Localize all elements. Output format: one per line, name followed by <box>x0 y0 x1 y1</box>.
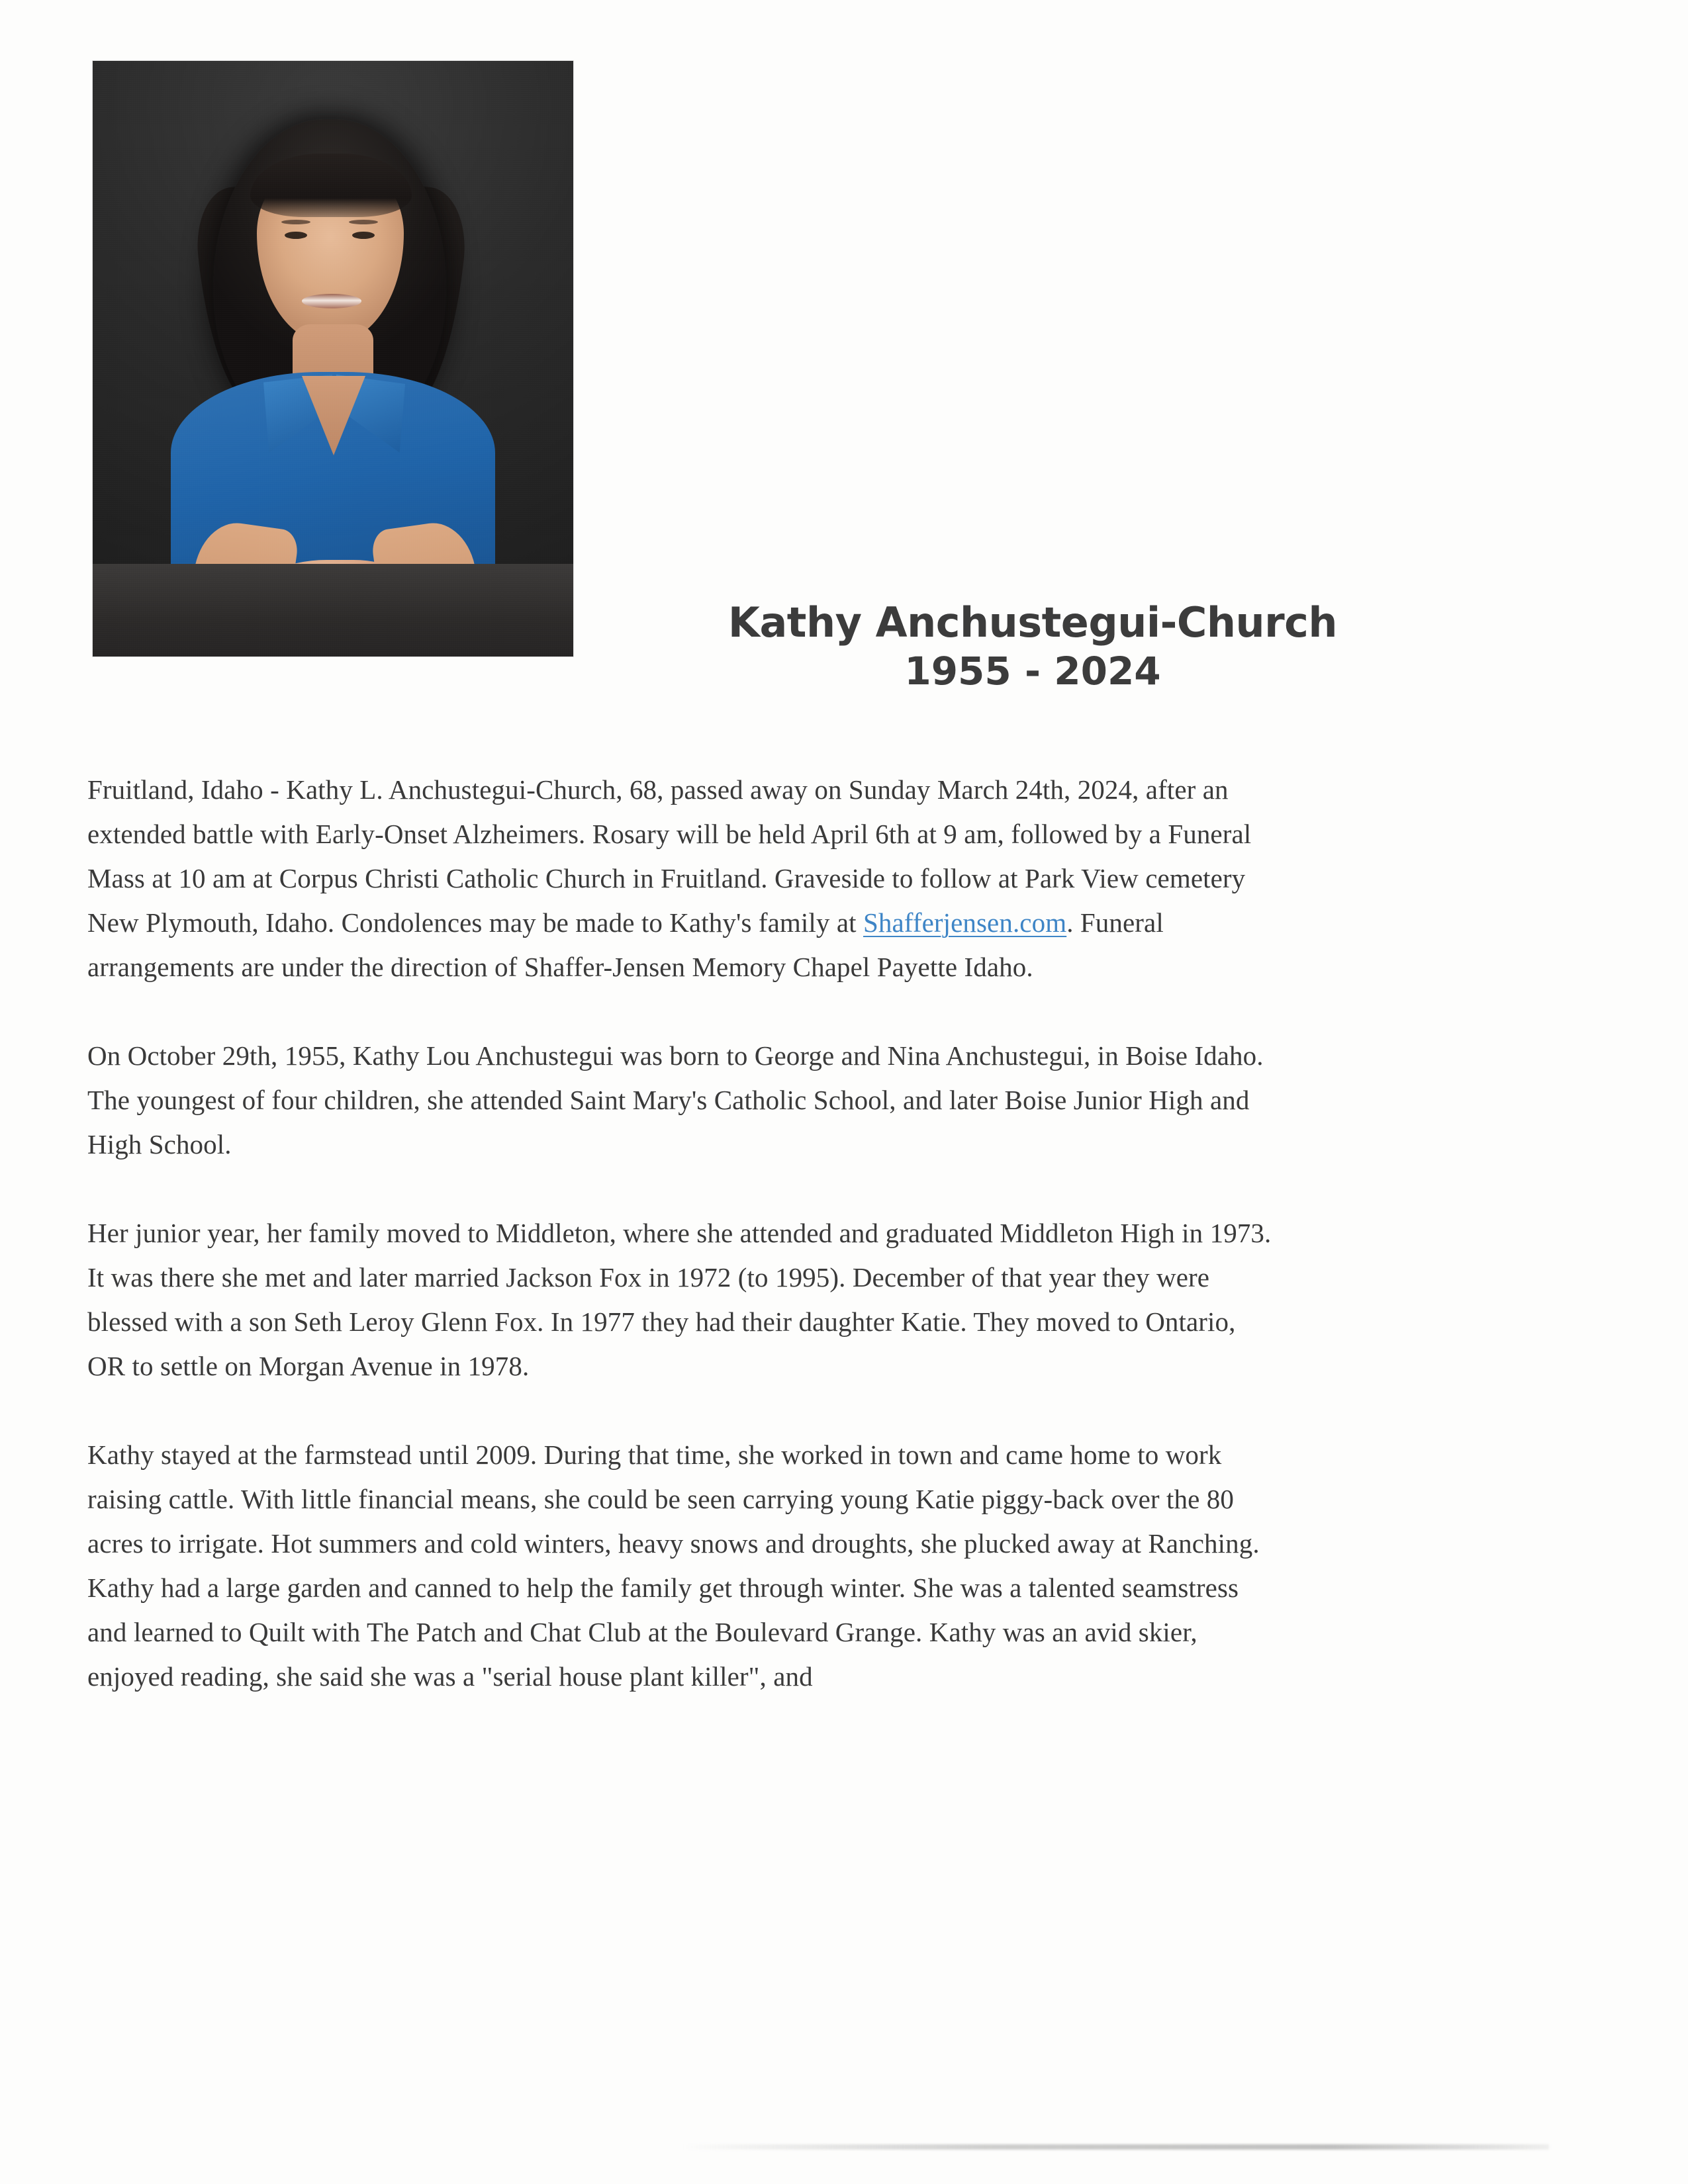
portrait-photo <box>93 61 573 657</box>
life-dates: 1955 - 2024 <box>904 649 1161 694</box>
obituary-title-block <box>635 600 1430 694</box>
announcement-text-before-link: Fruitland, Idaho - Kathy L. Anchustegui-Church, 68, passed away on Sunday March 24th, 2024, after an extended battle with Early-Onset Alzheimers. Rosary will be held April 6th at 9 am, followed by a Funeral Mass at 10 am at Corpus Christi Catholic Church in Fruitland. Graveside to follow at Park View cemetery New Plymouth, Idaho. Condolences may be made to Kathy's family at <box>87 774 1252 938</box>
page-title: Kathy Anchustegui-Church <box>727 598 1338 647</box>
paragraph-announcement <box>87 768 1272 989</box>
portrait-scan-grain <box>93 61 573 657</box>
paragraph-marriage-family: Her junior year, her family moved to Middleton, where she attended and graduated Middleton High in 1973. It was there she met and later married Jackson Fox in 1972 (to 1995). December of that year they were blessed with a son Seth Leroy Glenn Fox. In 1977 they had their daughter Katie. They moved to Ontario, OR to settle on Morgan Avenue in 1978. <box>87 1218 1272 1381</box>
paragraph-farm-life: Kathy stayed at the farmstead until 2009. During that time, she worked in town and came home to work raising cattle. With little financial means, she could be seen carrying young Katie piggy-back over the 80 acres to irrigate. Hot summers and cold winters, heavy snows and droughts, she plucked away at Ranching. Kathy had a large garden and canned to help the family get through winter. She was a talented seamstress and learned to Quilt with The Patch and Chat Club at the Boulevard Grange. Kathy was an avid skier, enjoyed reading, she said she was a "serial house plant killer", and <box>87 1439 1260 1692</box>
scan-artifact-line <box>682 2144 1549 2150</box>
paragraph-birth: On October 29th, 1955, Kathy Lou Anchustegui was born to George and Nina Anchustegui, in Boise Idaho. The youngest of four children, she attended Saint Mary's Catholic School, and later Boise Junior High and High School. <box>87 1040 1264 1160</box>
shafferjensen-link[interactable]: Shafferjensen.com <box>863 907 1067 938</box>
announcement-text-after-link: . Funeral arrangements are under the direction of Shaffer-Jensen Memory Chapel Payette Idaho. <box>87 907 1164 982</box>
obituary-body <box>87 768 1272 1699</box>
